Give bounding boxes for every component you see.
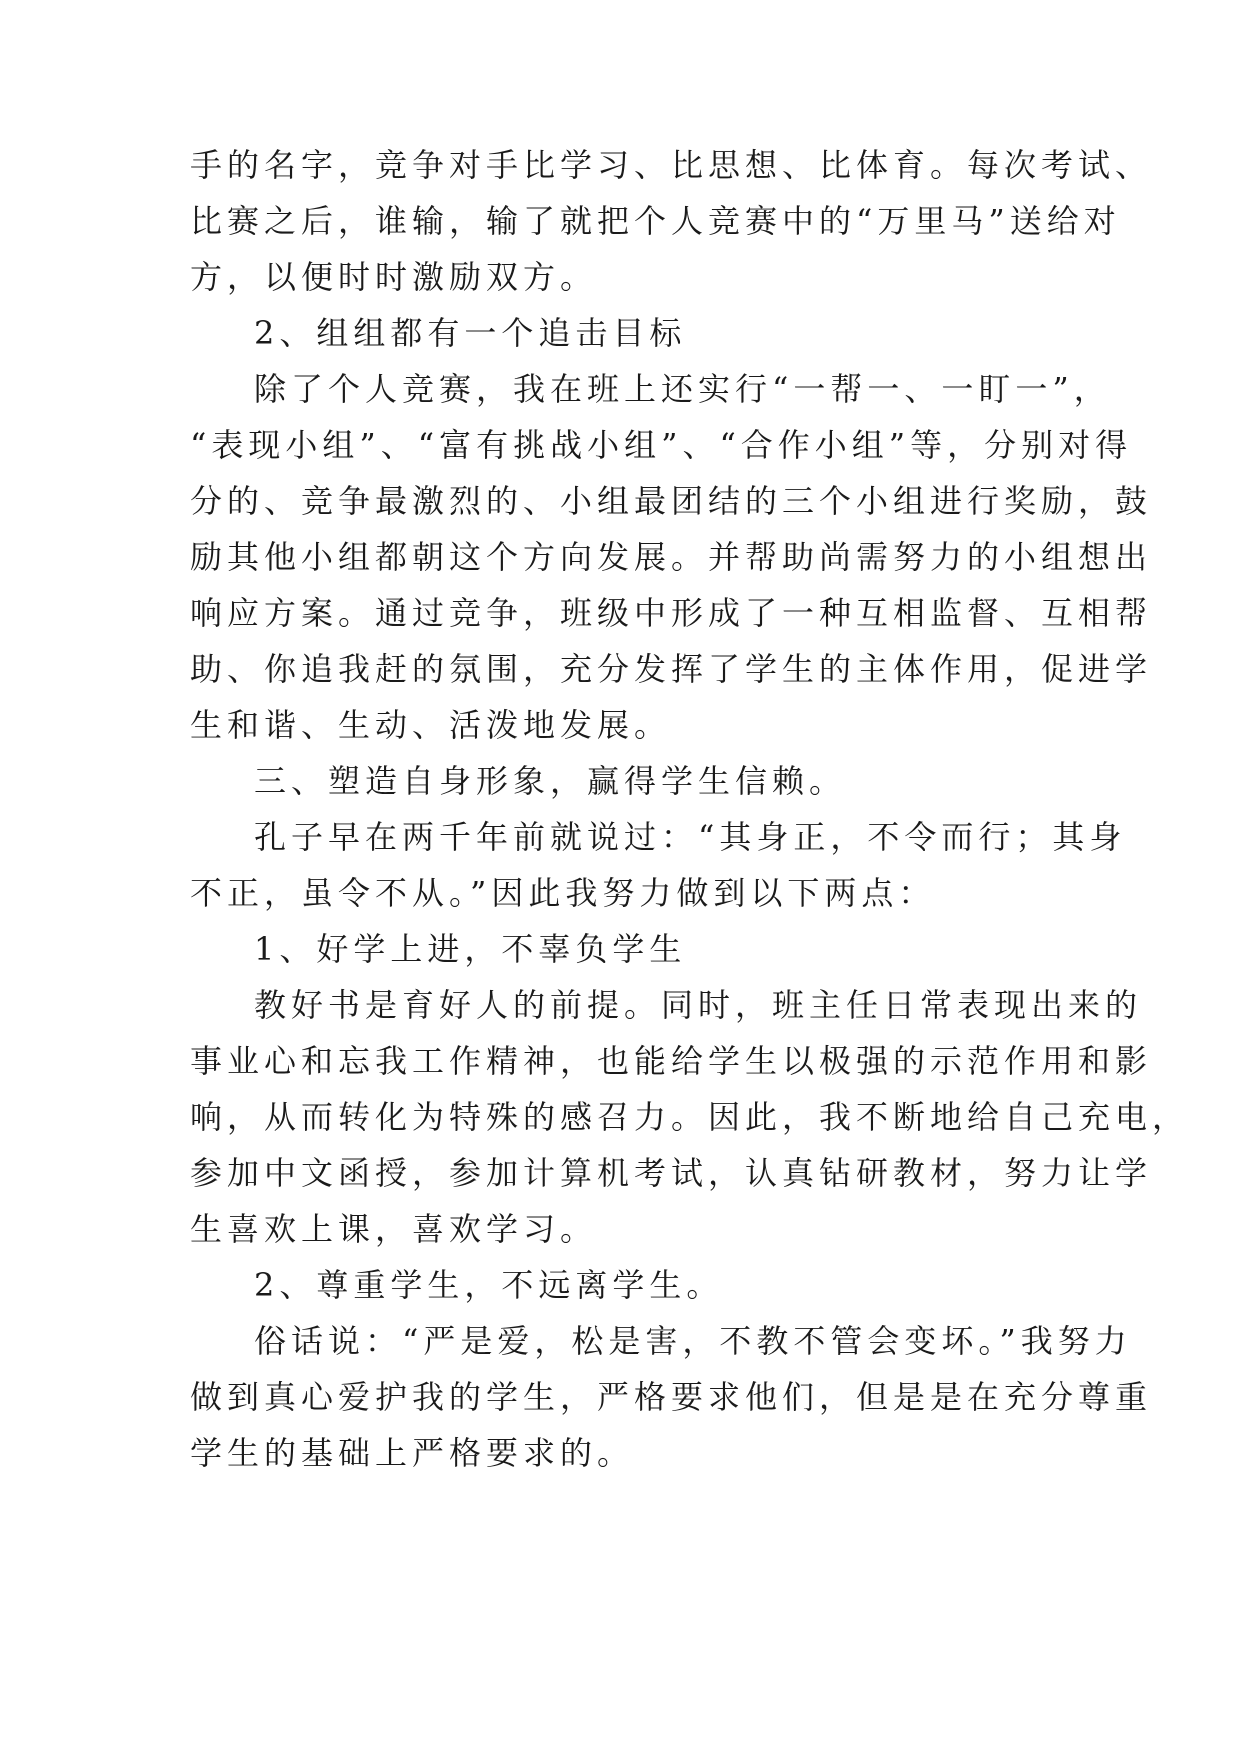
text-line: 教好书是育好人的前提。同时，班主任日常表现出来的 xyxy=(254,986,1143,1024)
text-line: 学生的基础上严格要求的。 xyxy=(190,1434,635,1472)
text-line: “表现小组”、“富有挑战小组”、“合作小组”等，分别对得 xyxy=(190,426,1133,464)
text-line: 参加中文函授，参加计算机考试，认真钻研教材，努力让学 xyxy=(190,1154,1153,1192)
text-line: 方，以便时时激励双方。 xyxy=(190,258,598,296)
subheading: 2、尊重学生，不远离学生。 xyxy=(254,1266,724,1304)
section-heading: 三、塑造自身形象，赢得学生信赖。 xyxy=(254,762,847,800)
text-line: 响应方案。通过竞争，班级中形成了一种互相监督、互相帮 xyxy=(190,594,1153,632)
text-line: 分的、竞争最激烈的、小组最团结的三个小组进行奖励，鼓 xyxy=(190,482,1153,520)
text-line: 励其他小组都朝这个方向发展。并帮助尚需努力的小组想出 xyxy=(190,538,1153,576)
text-line: 孔子早在两千年前就说过：“其身正，不令而行；其身 xyxy=(254,818,1127,856)
text-line: 俗话说：“严是爱，松是害，不教不管会变坏。”我努力 xyxy=(254,1322,1132,1360)
subheading: 2、组组都有一个追击目标 xyxy=(254,314,687,352)
text-line: 事业心和忘我工作精神，也能给学生以极强的示范作用和影 xyxy=(190,1042,1153,1080)
text-line: 做到真心爱护我的学生，严格要求他们，但是是在充分尊重 xyxy=(190,1378,1153,1416)
text-line: 手的名字，竞争对手比学习、比思想、比体育。每次考试、 xyxy=(190,146,1153,184)
text-line: 助、你追我赶的氛围，充分发挥了学生的主体作用，促进学 xyxy=(190,650,1153,688)
text-line: 响，从而转化为特殊的感召力。因此，我不断地给自己充电， xyxy=(190,1098,1190,1136)
text-line: 比赛之后，谁输，输了就把个人竞赛中的“万里马”送给对 xyxy=(190,202,1121,240)
subheading: 1、好学上进，不辜负学生 xyxy=(254,930,687,968)
text-line: 不正，虽令不从。”因此我努力做到以下两点： xyxy=(190,874,936,912)
text-line: 生和谐、生动、活泼地发展。 xyxy=(190,706,672,744)
text-line: 生喜欢上课，喜欢学习。 xyxy=(190,1210,598,1248)
text-line: 除了个人竞赛，我在班上还实行“一帮一、一盯一”， xyxy=(254,370,1111,408)
